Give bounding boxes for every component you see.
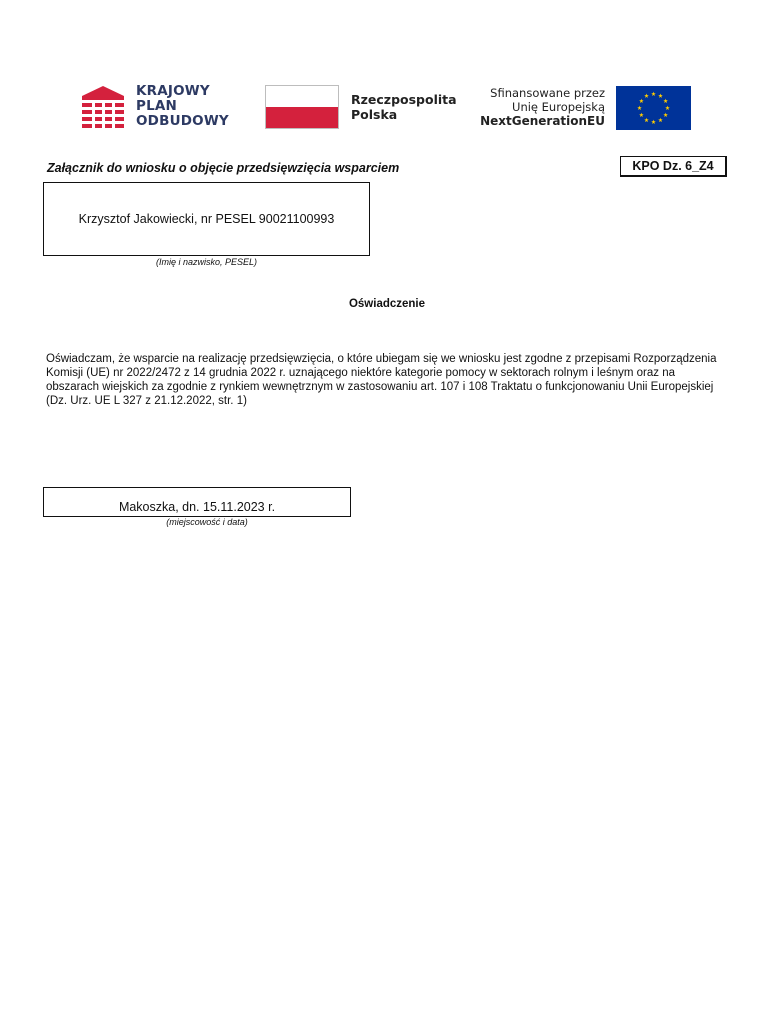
place-date-field: Makoszka, dn. 15.11.2023 r. [43, 487, 351, 517]
kpo-logo-mark-icon [80, 86, 126, 130]
poland-logo-text [351, 92, 457, 122]
statement-body: Oświadczam, że wsparcie na realizację przedsięwzięcia, o które ubiegam się we wniosku jest zgodne z przepisami Rozporządzenia Komisji (UE) nr 2022/2472 z 14 grudnia 2022 r. uznającego niektóre kategorie pomocy w sektorach rolnym i leśnym oraz na obszarach wiejskich za zgodnie z rynkiem wewnętrznym w zastosowaniu art. 107 i 108 Traktatu o funkcjonowaniu Unii Europejskiej (Dz. Urz. UE L 327 z 21.12.2022, str. 1) [46, 353, 717, 407]
eu-flag-icon [616, 86, 691, 130]
poland-logo-line: Polska [351, 107, 398, 122]
kpo-logo-line: ODBUDOWY [136, 113, 229, 129]
eu-funding-line: Sfinansowane przez [490, 86, 605, 100]
poland-logo [265, 85, 465, 131]
kpo-logo-line: KRAJOWY [136, 83, 210, 99]
statement-title: Oświadczenie [348, 298, 426, 310]
kpo-logo-line: PLAN [136, 98, 178, 114]
applicant-name-caption: (Imię i nazwisko, PESEL) [155, 257, 258, 267]
kpo-logo-text [136, 84, 229, 129]
applicant-name-field: Krzysztof Jakowiecki, nr PESEL 90021100993 [43, 182, 370, 256]
place-date-caption: (miejscowość i data) [166, 517, 248, 527]
poland-logo-line: Rzeczpospolita [351, 92, 457, 107]
form-code-badge: KPO Dz. 6_Z4 [620, 156, 727, 177]
eu-funding-line: NextGenerationEU [480, 114, 605, 128]
kpo-logo [80, 84, 240, 132]
eu-funding-line: Unię Europejską [512, 100, 605, 114]
annex-title: Załącznik do wniosku o objęcie przedsięwzięcia wsparciem [47, 161, 400, 175]
eu-funding-text [480, 86, 605, 128]
poland-flag-icon [265, 85, 339, 129]
